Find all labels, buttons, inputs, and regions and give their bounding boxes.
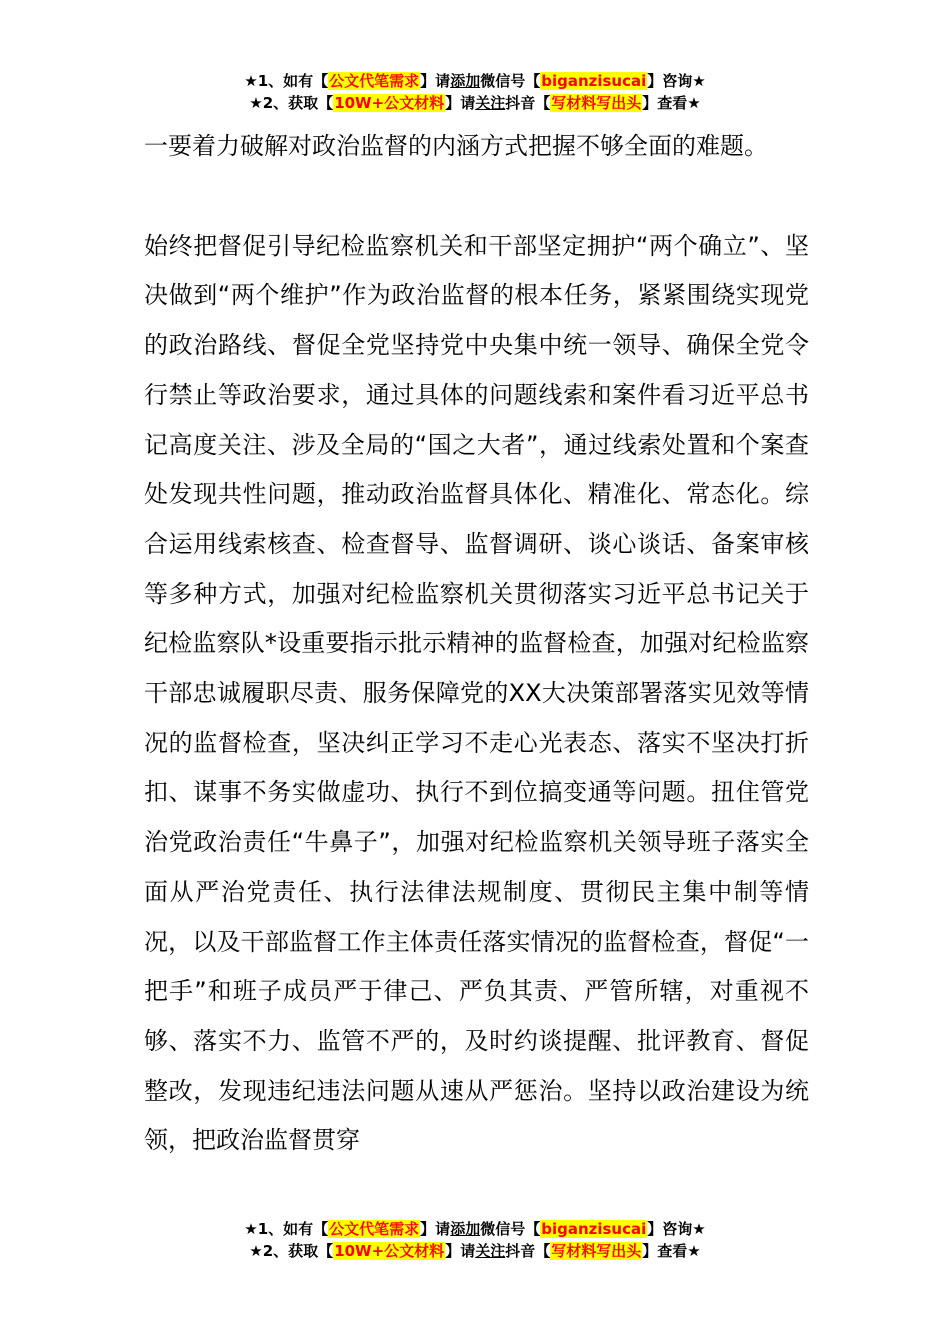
banner-text: ★2、获取【 xyxy=(249,94,334,112)
banner-line-2 xyxy=(0,92,950,114)
footer-banner xyxy=(0,1218,950,1262)
header-banner xyxy=(0,70,950,114)
banner-text: 】请 xyxy=(420,72,451,90)
banner-text: 】请 xyxy=(445,1242,476,1260)
banner-text: 抖音【 xyxy=(505,94,551,112)
banner-highlight: 写材料写出头 xyxy=(551,94,642,112)
banner-text: 】查看★ xyxy=(642,94,701,112)
banner-emphasis: 关注 xyxy=(475,1242,506,1260)
paragraph-spacer xyxy=(144,172,809,222)
banner-text: 】咨询★ xyxy=(647,1220,706,1238)
banner-highlight: 公文代笔需求 xyxy=(329,72,420,90)
banner-highlight: 公文代笔需求 xyxy=(329,1220,420,1238)
banner-text: 抖音【 xyxy=(505,1242,551,1260)
banner-text: ★1、如有【 xyxy=(244,72,329,90)
banner-highlight: 10W+公文材料 xyxy=(334,94,445,112)
banner-emphasis: 添加 xyxy=(450,1220,481,1238)
banner-line-1 xyxy=(0,1218,950,1240)
banner-text: 】咨询★ xyxy=(647,72,706,90)
banner-text: 微信号【 xyxy=(480,72,541,90)
document-body xyxy=(144,122,809,1166)
banner-text: ★2、获取【 xyxy=(249,1242,334,1260)
body-paragraph: 始终把督促引导纪检监察机关和干部坚定拥护“两个确立”、坚决做到“两个维护”作为政治监督的根本任务，紧紧围绕实现党的政治路线、督促全党坚持党中央集中统一领导、确保全党令行禁止等政治要求，通过具体的问题线索和案件看习近平总书记高度关注、涉及全局的“国之大者”，通过线索处置和个案查处发现共性问题，推动政治监督具体化、精准化、常态化。综合运用线索核查、检查督导、监督调研、谈心谈话、备案审核等多种方式，加强对纪检监察机关贯彻落实习近平总书记关于纪检监察队*设重要指示批示精神的监督检查，加强对纪检监察干部忠诚履职尽责、服务保障党的XX大决策部署落实见效等情况的监督检查，坚决纠正学习不走心光表态、落实不坚决打折扣、谋事不务实做虚功、执行不到位搞变通等问题。扭住管党治党政治责任“牛鼻子”，加强对纪检监察机关领导班子落实全面从严治党责任、执行法律法规制度、贯彻民主集中制等情况，以及干部监督工作主体责任落实情况的监督检查，督促“一把手”和班子成员严于律己、严负其责、严管所辖，对重视不够、落实不力、监管不严的，及时约谈提醒、批评教育、督促整改，发现违纪违法问题从速从严惩治。坚持以政治建设为统领，把政治监督贯穿 xyxy=(144,231,809,1155)
banner-highlight: biganzisucai xyxy=(541,1220,647,1238)
banner-text: 】请 xyxy=(420,1220,451,1238)
banner-line-1 xyxy=(0,70,950,92)
banner-text: 微信号【 xyxy=(480,1220,541,1238)
banner-line-2 xyxy=(0,1240,950,1262)
banner-emphasis: 关注 xyxy=(475,94,506,112)
banner-emphasis: 添加 xyxy=(450,72,481,90)
banner-text: ★1、如有【 xyxy=(244,1220,329,1238)
banner-highlight: biganzisucai xyxy=(541,72,647,90)
section-heading: 一要着力破解对政治监督的内涵方式把握不够全面的难题。 xyxy=(144,132,768,160)
banner-text: 】查看★ xyxy=(642,1242,701,1260)
banner-text: 】请 xyxy=(445,94,476,112)
banner-highlight: 10W+公文材料 xyxy=(334,1242,445,1260)
banner-highlight: 写材料写出头 xyxy=(551,1242,642,1260)
